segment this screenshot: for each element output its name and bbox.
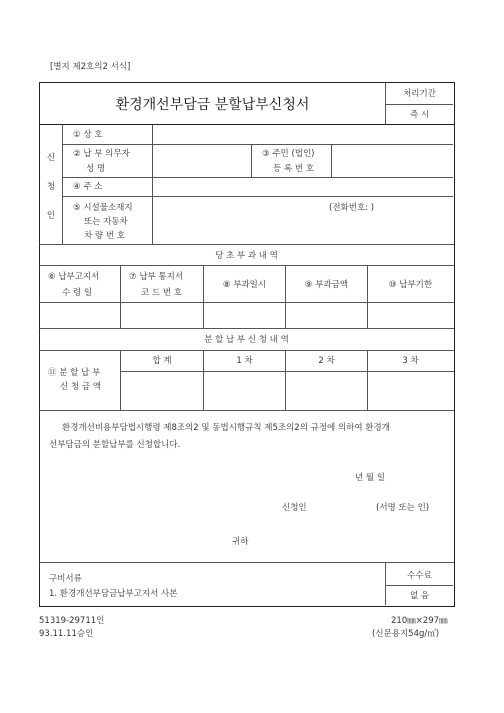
registration-number-label-line2: 등 록 번 호 [273,164,314,174]
paper-size: 210㎜×297㎜ [391,616,448,626]
payer-label-line2: 성 명 [86,164,106,174]
facility-label-line3: 차 량 번 호 [84,231,125,241]
notice-code-label-line2: 코 드 번 호 [141,288,182,298]
phone-number-label: (전화번호: ) [329,203,375,213]
registration-number-label-line1: ③ 주민 (법인) [262,149,315,159]
processing-period-value: 즉 시 [409,110,430,120]
applicant-side-label-2: 청 [46,182,56,192]
form-code: 51319-29711인 [39,616,105,626]
payer-label-line1: ② 납 부 의무자 [73,149,130,159]
notice-code-label-line1: ⑦ 납부 통지서 [129,272,184,282]
required-documents-item: 1. 환경개선부담금납부고지서 사본 [49,589,178,599]
facility-label-line2: 또는 자동차 [84,217,128,227]
approval-date: 93.11.11승인 [39,629,94,639]
processing-period-label: 처리기간 [403,89,436,99]
statement-line2: 선부담금의 분할납부를 신청합니다. [49,440,181,450]
assessment-date-label: ⑧ 부과일시 [222,280,267,290]
applicant-side-label-3: 인 [46,211,56,221]
installment-total-header: 합 계 [152,356,172,366]
address-label: ④ 주 소 [73,182,103,192]
facility-label-line1: ⑤ 시설물소재지 [73,203,133,213]
sign-or-seal-note: (서명 또는 인) [376,503,430,513]
applicant-side-label-1: 신 [46,153,56,163]
business-name-label: ① 상 호 [73,130,103,140]
assessment-amount-label: ⑨ 부과금액 [304,280,349,290]
required-documents-label: 구비서류 [49,574,82,584]
installment-2-header: 2 차 [318,356,335,366]
date-line: 년 월 일 [355,473,386,483]
form-title: 환경개선부담금 분할납부신청서 [115,97,310,113]
form-label: [별지 제2호의2 서식] [50,62,131,72]
installment-amount-label-line2: 신 청 금 액 [60,382,101,392]
recipient-label: 귀하 [232,537,249,547]
statement-line1: 환경개선비용부담법시행령 제8조의2 및 동법시행규칙 제5조의2의 규정에 의하여 환경개 [62,423,390,433]
installment-1-header: 1 차 [236,356,253,366]
payment-deadline-label: ⑩ 납부기한 [388,280,433,290]
notice-received-date-label-line1: ⑥ 납부고지서 [48,272,100,282]
installment-amount-label-line1: ⑪ 분 할 납 부 [48,368,101,378]
applicant-sign-label: 신청인 [282,503,307,513]
installment-section-title: 분 할 납 부 신 청 내 역 [204,335,289,345]
fee-label: 수수료 [407,571,432,581]
notice-received-date-label-line2: 수 령 일 [62,288,93,298]
installment-3-header: 3 차 [402,356,419,366]
paper-type: (신문용지54g/㎡) [372,629,440,639]
fee-value: 없 음 [409,591,430,601]
assessment-section-title: 당 초 부 과 내 역 [215,251,278,261]
